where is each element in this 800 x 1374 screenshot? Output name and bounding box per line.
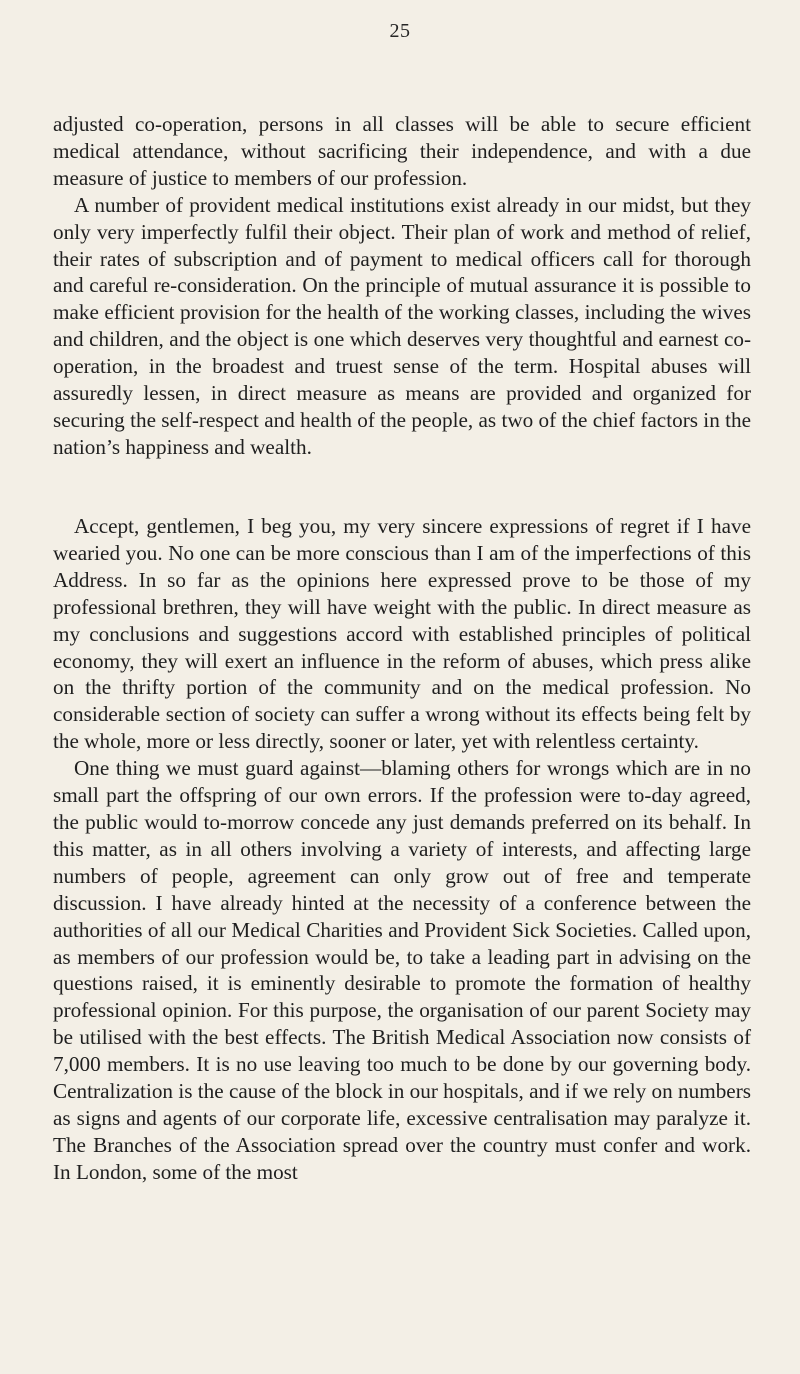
paragraph-closing-address: Accept, gentlemen, I beg you, my very sincere expressions of regret if I have wearied you. No one can be more conscious than I am of the imperfections of this Address. In so far as the opinions here expressed prove to be those of my professional brethren, they will have weight with the public. In direct measure as my conclusions and suggestions accord with established principles of political economy, they will exert an influence in the reform of abuses, which press alike on the thrifty portion of the community and on the medical profession. No considerable section of society can suffer a wrong without its effects being felt by the whole, more or less directly, sooner or later, yet with relentless certainty.	[53, 514, 751, 754]
paragraph-continuation: adjusted co-operation, persons in all classes will be able to secure efficient medical attendance, without sacrificing their independence, and with a due measure of justice to members of our profession.	[53, 112, 751, 190]
paragraph-guard-against: One thing we must guard against—blaming others for wrongs which are in no small part the offspring of our own errors. If the profession were to-day agreed, the public would to-morrow concede any just demands preferred on its behalf. In this matter, as in all others involving a variety of interests, and affecting large numbers of people, agreement can only grow out of free and temperate discussion. I have already hinted at the necessity of a conference between the authorities of all our Medical Charities and Provident Sick Societies. Called upon, as members of our profession would be, to take a leading part in advising on the questions raised, it is eminently desirable to promote the formation of healthy professional opinion. For this purpose, the organisation of our parent Society may be utilised with the best effects. The British Medical Association now consists of 7,000 members. It is no use leaving too much to be done by our governing body. Centralization is the cause of the block in our hospitals, and if we rely on numbers as signs and agents of our corporate life, excessive centralisation may paralyze it. The Branches of the Association spread over the country must confer and work. In London, some of the most	[53, 756, 751, 1184]
text-block-lower	[53, 513, 751, 1186]
text-block-upper	[53, 111, 751, 461]
paragraph-provident-institutions: A number of provident medical institutions exist already in our midst, but they only very imperfectly fulfil their object. Their plan of work and method of relief, their rates of subscription and of payment to medical officers call for thorough and careful re-consideration. On the principle of mutual assurance it is possible to make efficient provision for the health of the working classes, including the wives and children, and the object is one which deserves very thoughtful and earnest co-operation, in the broadest and truest sense of the term. Hospital abuses will assuredly lessen, in direct measure as means are provided and organized for securing the self-respect and health of the people, as two of the chief factors in the nation’s happiness and wealth.	[53, 192, 751, 459]
page-number: 25	[389, 20, 411, 42]
